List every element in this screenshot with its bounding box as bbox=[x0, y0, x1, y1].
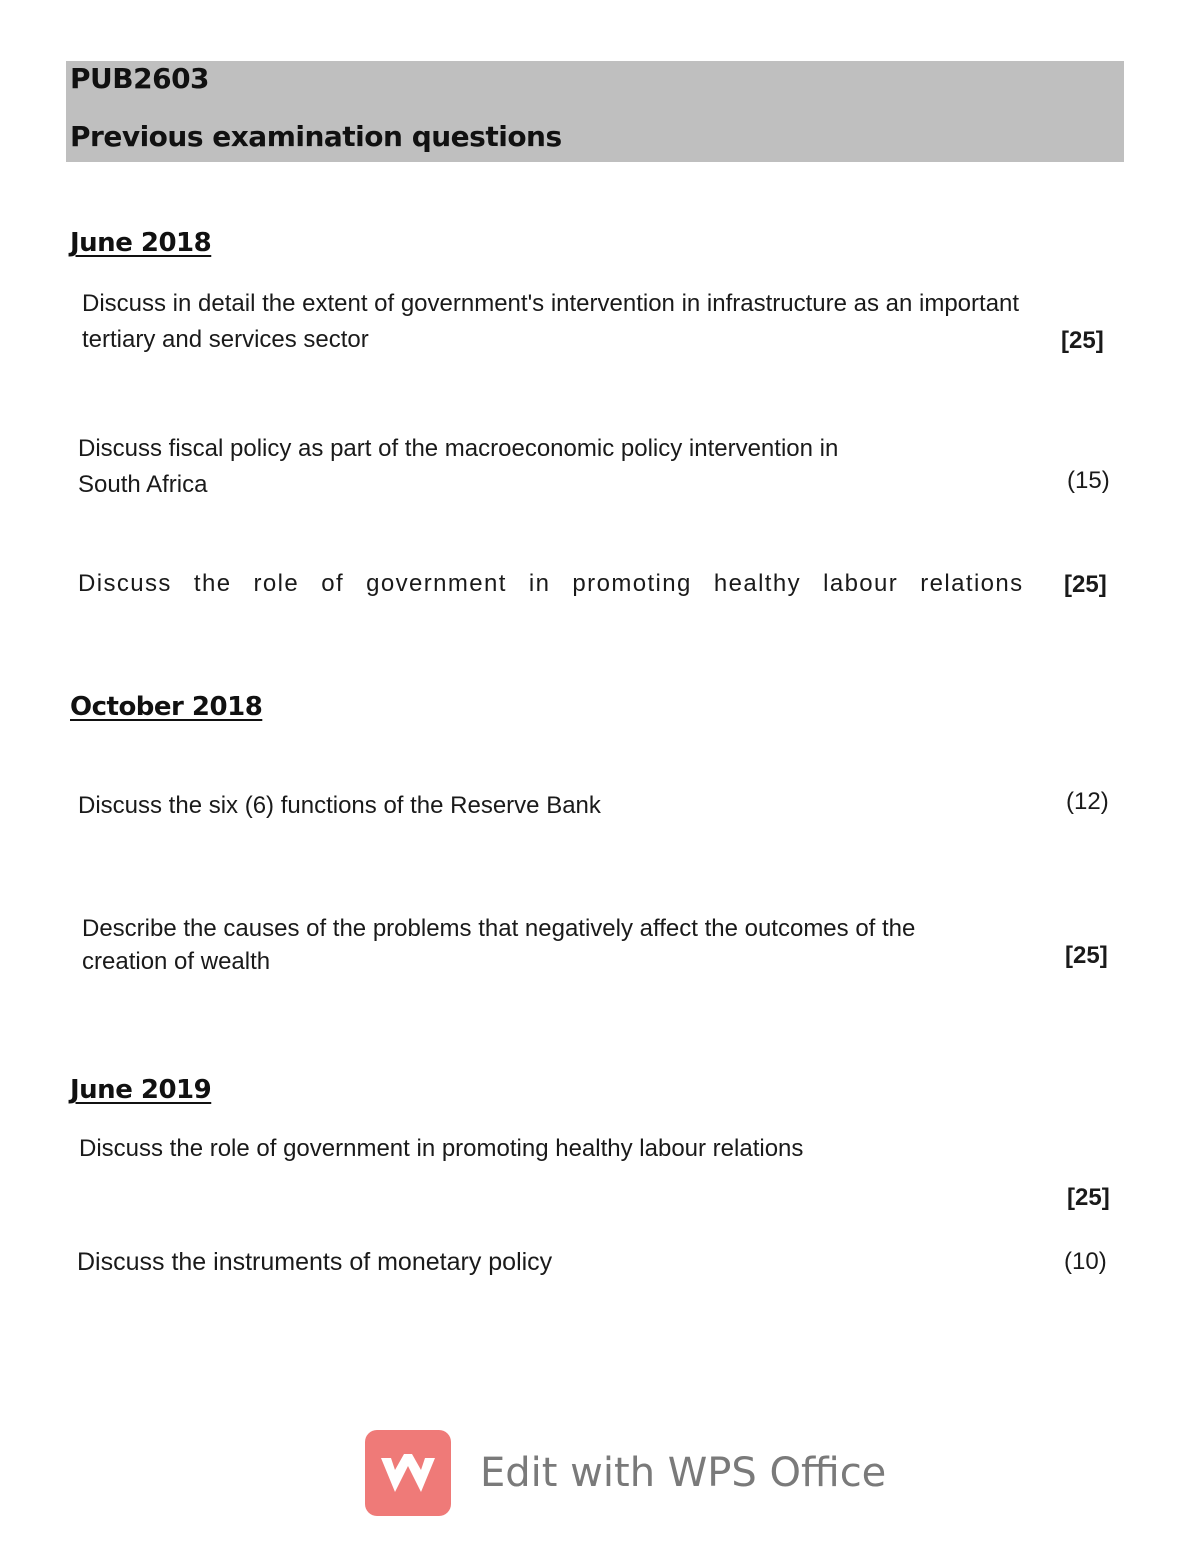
question-line: Describe the causes of the problems that negatively affect the outcomes of the bbox=[82, 915, 916, 942]
question-marks: [25] bbox=[1061, 327, 1104, 354]
section-heading-june-2019: June 2019 bbox=[70, 1075, 212, 1105]
question-marks: [25] bbox=[1067, 1184, 1110, 1211]
question-text bbox=[79, 1131, 1039, 1167]
question-line: Discuss the role of government in promoting healthy labour relations bbox=[79, 1135, 804, 1162]
wps-logo-icon bbox=[365, 1430, 451, 1516]
question-text bbox=[82, 286, 1112, 358]
question-line: South Africa bbox=[78, 471, 208, 498]
question-text bbox=[78, 431, 1038, 503]
question-marks: [25] bbox=[1064, 571, 1107, 598]
page-title: Previous examination questions bbox=[70, 120, 562, 153]
question-line: tertiary and services sector bbox=[82, 326, 369, 353]
course-code: PUB2603 bbox=[70, 62, 210, 95]
section-heading-october-2018: October 2018 bbox=[70, 692, 263, 722]
question-line: Discuss in detail the extent of government's intervention in infrastructure as an important bbox=[82, 290, 1020, 317]
question-marks: (12) bbox=[1066, 788, 1109, 815]
question-text bbox=[82, 912, 1042, 978]
question-text bbox=[78, 566, 1038, 602]
question-text bbox=[78, 788, 1038, 824]
section-heading-june-2018: June 2018 bbox=[70, 228, 212, 258]
question-line: creation of wealth bbox=[82, 948, 271, 975]
question-line: Discuss fiscal policy as part of the macroeconomic policy intervention in bbox=[78, 435, 839, 462]
question-line: Discuss the six (6) functions of the Reserve Bank bbox=[78, 792, 601, 819]
question-marks: [25] bbox=[1065, 942, 1108, 969]
question-marks: (15) bbox=[1067, 467, 1110, 494]
question-text bbox=[77, 1244, 1037, 1280]
wps-logo-glyph bbox=[365, 1430, 451, 1516]
question-line: Discuss the instruments of monetary policy bbox=[77, 1248, 553, 1276]
question-marks: (10) bbox=[1064, 1248, 1107, 1275]
wps-watermark-text: Edit with WPS Office bbox=[480, 1450, 887, 1496]
question-line: Discuss the role of government in promoting healthy labour relations bbox=[78, 570, 1024, 597]
